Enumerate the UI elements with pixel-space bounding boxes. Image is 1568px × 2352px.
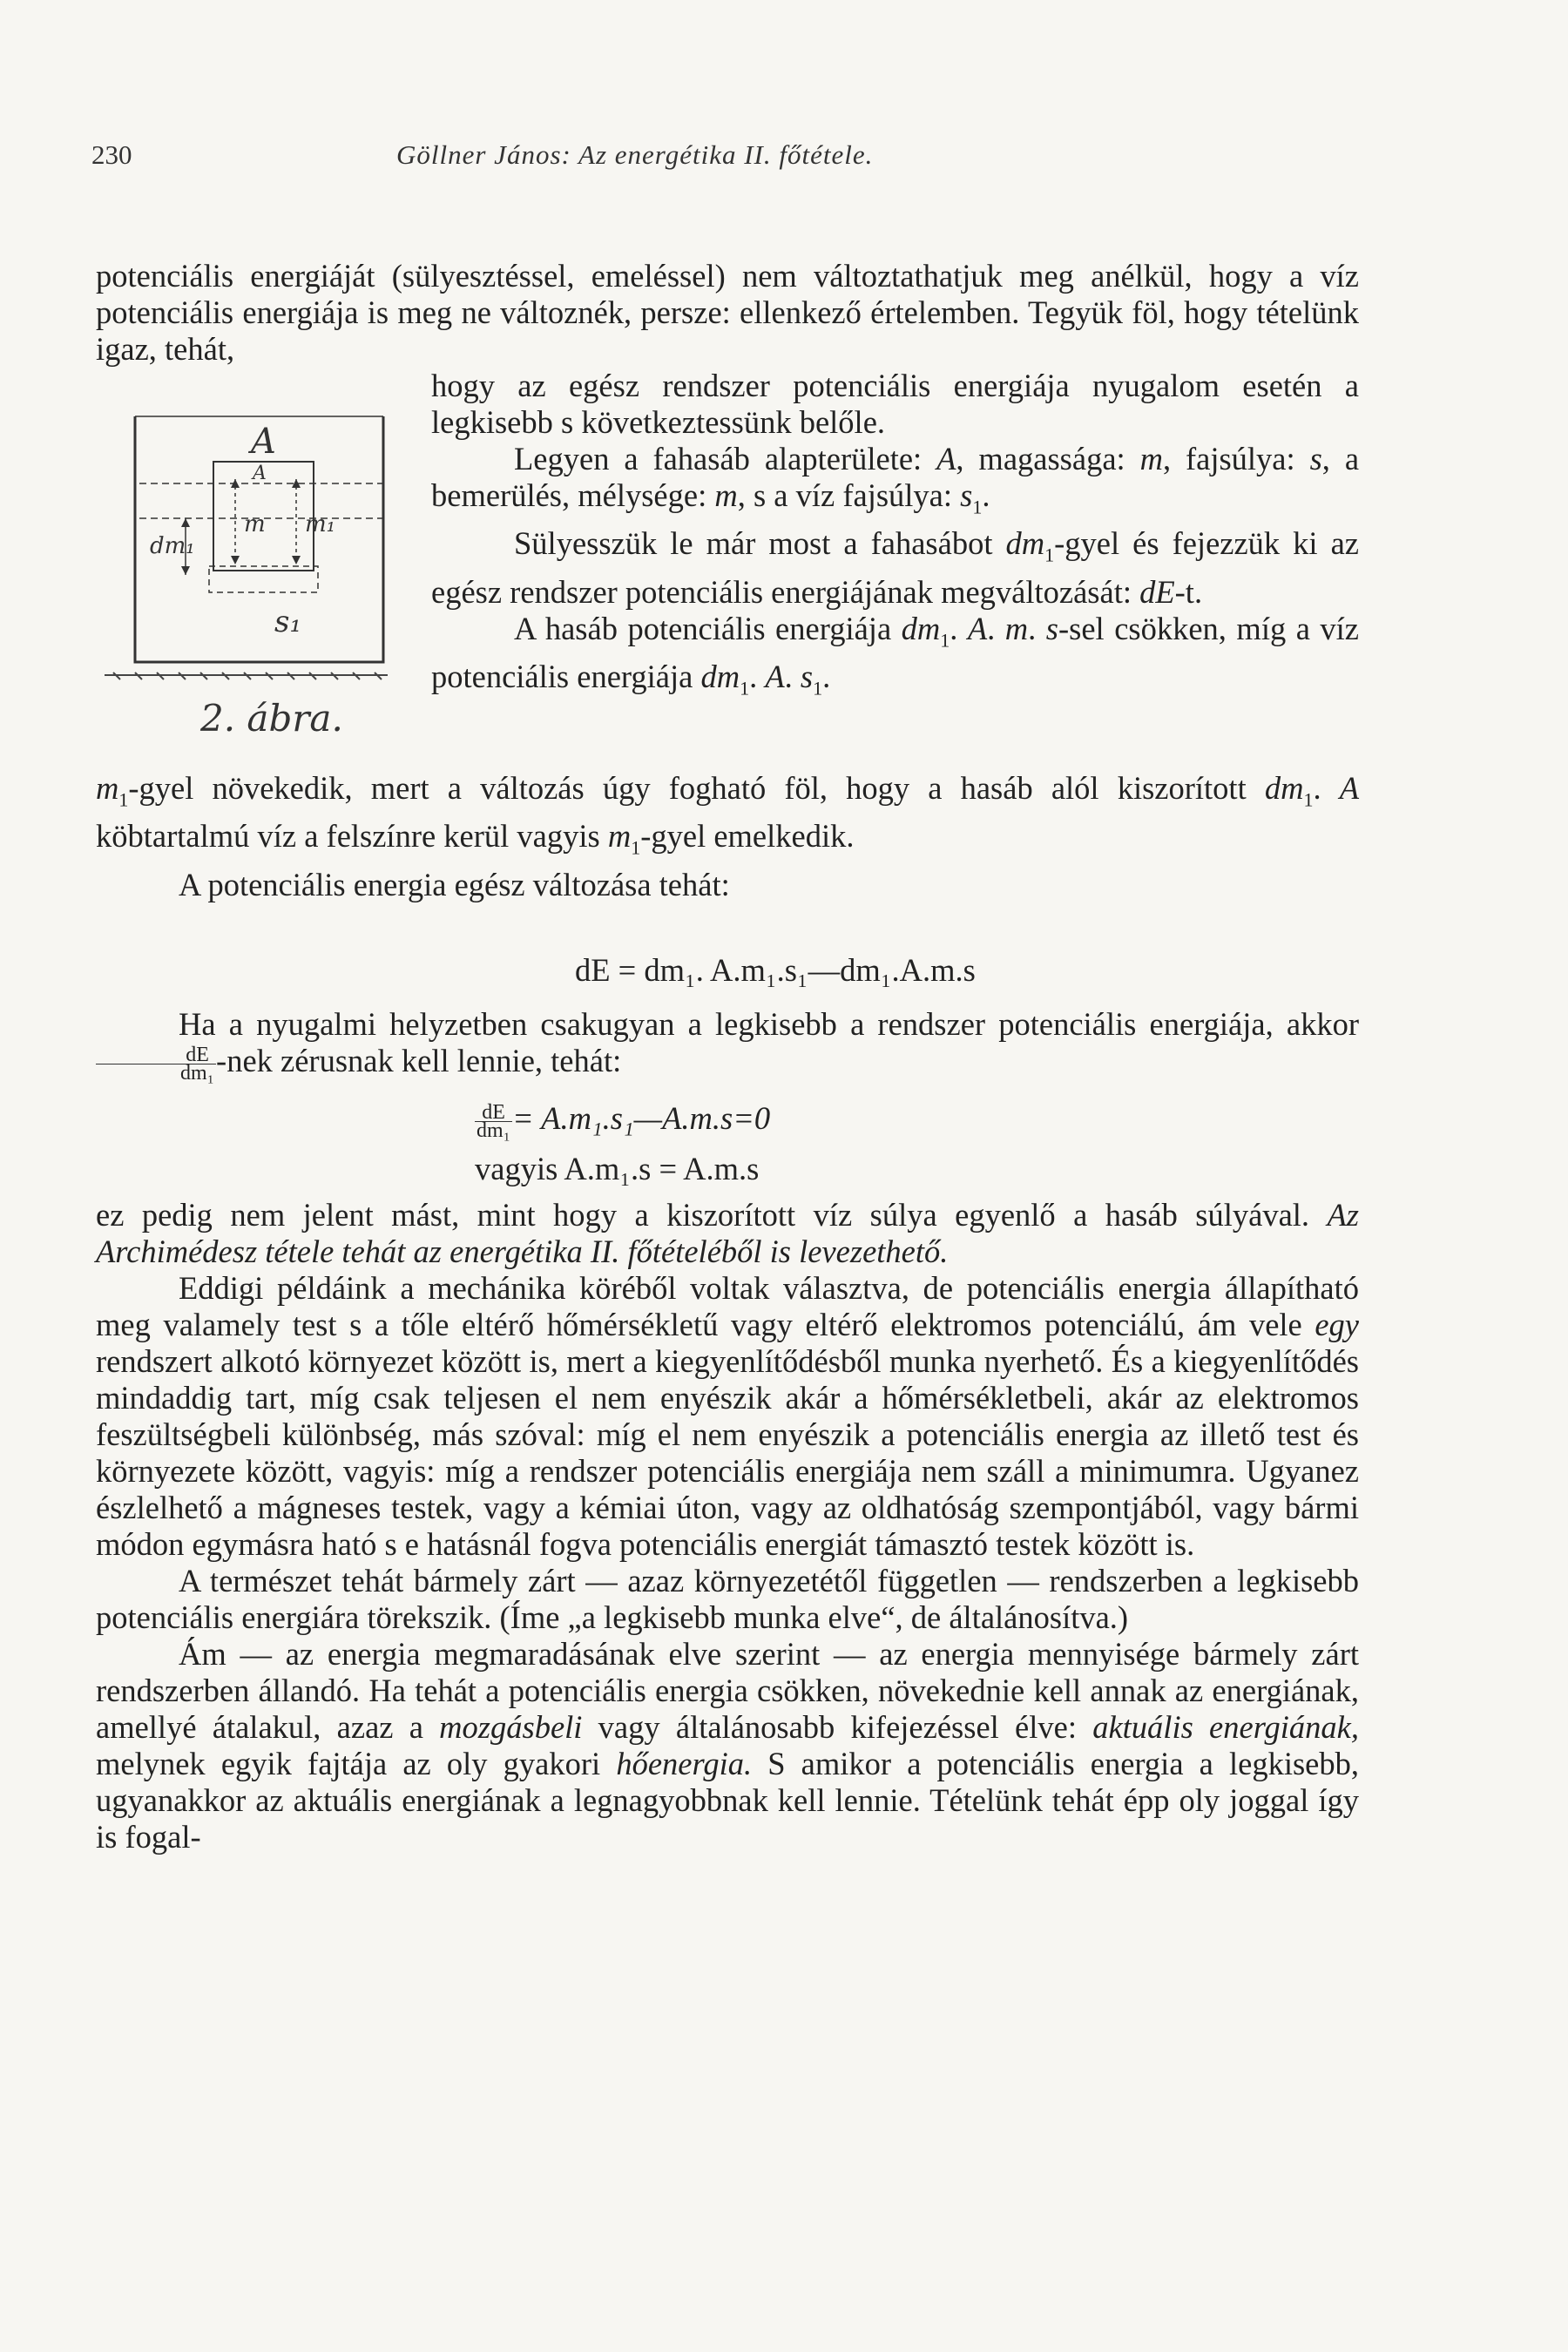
equation-1: dE = dm₁. A.m₁.s₁—dm₁.A.m.s (575, 952, 976, 988)
page-number: 230 (91, 139, 132, 170)
label-A-inner: A (253, 463, 267, 484)
label-s1: s₁ (274, 605, 302, 639)
fraction-dE-dm1: $\frac{dE}{\text{dm₁}}$ (96, 1046, 216, 1082)
paragraph-4: Ha a nyugalmi helyzetben csakugyan a legkisebb a rendszer potenciális energiája, akkor $\frac{dE}{\text{dm₁}}$ -nek zérusnak kell lennie, tehát: (96, 1006, 1359, 1082)
equation-3: vagyis A.m₁.s = A.m.s (475, 1151, 760, 1186)
label-dm1: dm₁ (150, 533, 195, 559)
paragraph-2: $m_1$-gyel növekedik, mert a változás úgy fogható föl, hogy a hasáb alól kiszorított $dm_1$. A köbtartalmú víz a felszínre kerül vagyis $m_1$-gyel emelkedik. A potenciális energia egész változása tehát: (96, 770, 1360, 902)
main-text: ez pedig nem jelent mást, mint hogy a kiszorított víz súlya egyenlő a hasáb súlyával. Az Archimédesz tétele tehát az energétika II. főtételéből is levezethető. Eddigi példáink a mechánika köréből voltak választva, de potenciális energia állapítható meg valamely test s a tőle eltérő hőmérsékletű vagy eltérő elektromos potenciálú, ám vele egy rendszert alkotó környezet között is, mert a kiegyenlítődésből munka nyerhető. És a kiegyenlítődés mindaddig tart, míg csak teljesen el nem enyészik akár a hőmérsékletbeli, akár az elektromos feszültségbeli különbség, más szóval: míg el nem enyészik a potenciális energia az illető test és környezete között, vagyis: míg a rendszer potenciális energiája nem száll a minimumra. Ugyanez észlelhető a mágneses testek, vagy a kémiai úton, vagy az oldhatóság szempontjából, vagy bármi módon egymásra ható s e hatásnál fogva potenciális energiát támasztó testek között is. A természet tehát bármely zárt — azaz környezetétől független — rendszerben a legkisebb potenciális energiára törekszik. (Íme „a legkisebb munka elve“, de általánosítva.) Ám — az energia megmaradásának elve szerint — az energia mennyisége bármely zárt rendszerben állandó. Ha tehát a potenciális energia csökken, növekednie kell annak az energiának, amellyé átalakul, azaz a mozgásbeli vagy általánosabb kifejezéssel élve: aktuális energiának, melynek egyik fajtája az oly gyakori hőenergia. S amikor a potenciális energia a legkisebb, ugyanakkor az aktuális energiának a legnagyobbnak kell lennie. Tételünk tehát épp oly joggal így is fogal- (96, 1197, 1360, 1855)
label-A-top: A (251, 422, 276, 462)
label-m: m (244, 511, 266, 537)
running-title: Göllner János: Az energétika II. főtétele. (396, 139, 874, 170)
figure-caption: 2. ábra. (200, 697, 343, 740)
paragraph-1: potenciális energiáját (sülyesztéssel, emeléssel) nem változtathatjuk meg anélkül, hogy a víz potenciális energiája is meg ne változnék, persze: ellenkező értelemben. Tegyük föl, hogy tételünk igaz, tehát, (96, 258, 1359, 367)
ground-hatching (105, 672, 388, 679)
figure-2 (96, 366, 444, 714)
side-text: hogy az egész rendszer potenciális energiája nyugalom esetén a legkisebb s következtessünk belőle. Legyen a fahasáb alapterülete: A, magassága: m, fajsúlya: s, a bemerülés, mélysége: m, s a víz fajsúlya: $s_1$. Sülyesszük le már most a fahasábot $dm_1$-gyel és fejezzük ki az egész rendszer potenciális energiájának megváltozását: dE-t. A hasáb potenciális energiája $dm_1$. A. m. s-sel csökken, míg a víz potenciális energiája $dm_1$. A. $s_1$. (431, 368, 1360, 700)
figure-diagram (96, 366, 444, 714)
equation-2: $\frac{dE}{\text{dm₁}}$ = A.m₁.s₁—A.m.s=0 (476, 1100, 771, 1143)
label-m1: m₁ (305, 511, 336, 537)
